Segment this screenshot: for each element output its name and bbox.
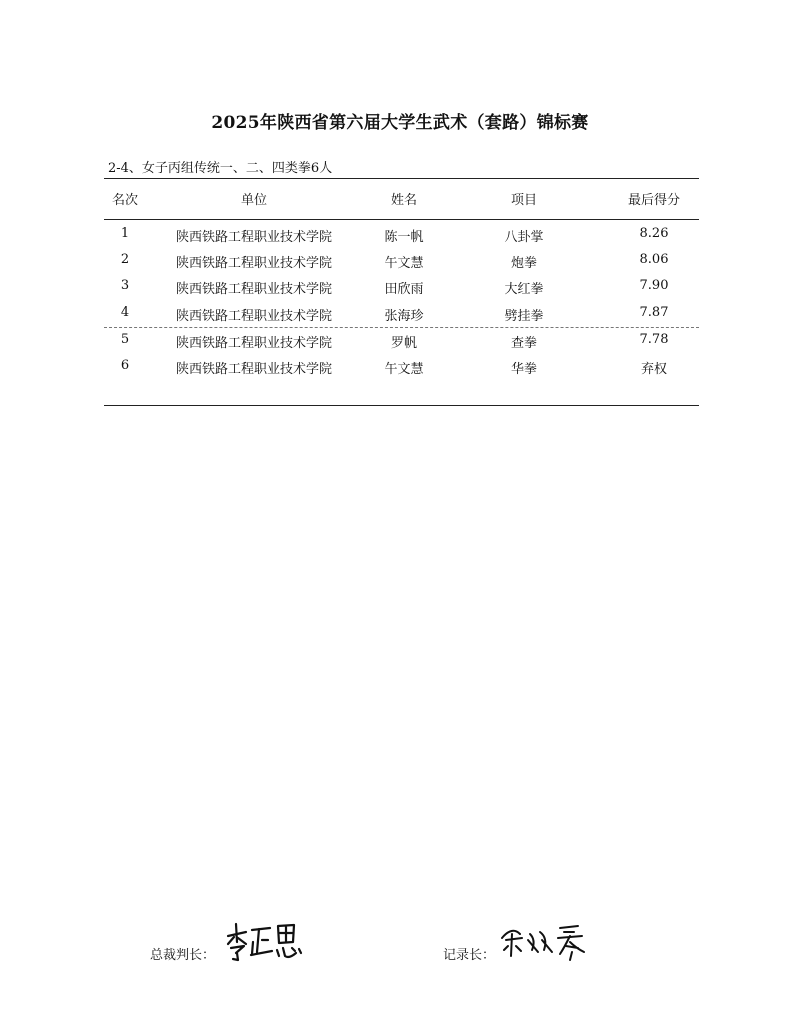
chief-judge-label: 总裁判长： (150, 948, 216, 963)
score-cell: 弃权 (640, 362, 667, 377)
event-cell: 华拳 (510, 362, 537, 377)
name-cell: 午文慧 (384, 256, 424, 271)
table-header-rule (104, 219, 699, 220)
unit-cell: 陕西铁路工程职业技术学院 (175, 230, 332, 245)
table-header (104, 189, 699, 215)
recorder-label: 记录长： (443, 948, 496, 963)
chief-judge-signature (222, 918, 304, 964)
table-row (104, 252, 699, 278)
event-cell: 大红拳 (504, 282, 544, 297)
event-cell: 劈挂拳 (504, 309, 544, 324)
qualification-cutoff-line (104, 327, 699, 328)
score-cell: 8.06 (639, 252, 669, 267)
event-cell: 查拳 (510, 336, 537, 351)
header-rank: 名次 (111, 193, 138, 208)
header-unit: 单位 (240, 193, 267, 208)
unit-cell: 陕西铁路工程职业技术学院 (175, 362, 332, 377)
score-cell: 7.87 (639, 305, 669, 320)
name-cell: 张海珍 (384, 309, 424, 324)
rank-cell: 3 (120, 278, 130, 293)
rank-cell: 1 (120, 226, 130, 241)
event-cell: 八卦掌 (504, 230, 544, 245)
score-cell: 8.26 (639, 226, 669, 241)
event-cell: 炮拳 (510, 256, 537, 271)
header-score: 最后得分 (627, 193, 680, 208)
rank-cell: 2 (120, 252, 130, 267)
name-cell: 田欣雨 (384, 282, 424, 297)
unit-cell: 陕西铁路工程职业技术学院 (175, 309, 332, 324)
group-heading: 2-4、女子丙组传统一、二、四类拳6人 (108, 161, 333, 176)
table-row (104, 332, 699, 358)
rank-cell: 5 (120, 332, 130, 347)
rank-cell: 4 (120, 305, 130, 320)
header-name: 姓名 (390, 193, 417, 208)
score-cell: 7.78 (639, 332, 669, 347)
unit-cell: 陕西铁路工程职业技术学院 (175, 336, 332, 351)
score-cell: 7.90 (639, 278, 669, 293)
rank-cell: 6 (120, 358, 130, 373)
table-row (104, 358, 699, 384)
table-top-rule (104, 178, 699, 179)
table-row (104, 278, 699, 304)
unit-cell: 陕西铁路工程职业技术学院 (175, 282, 332, 297)
unit-cell: 陕西铁路工程职业技术学院 (175, 256, 332, 271)
name-cell: 罗帆 (390, 336, 417, 351)
table-bottom-rule (104, 405, 699, 406)
recorder-signature (494, 918, 590, 964)
header-event: 项目 (510, 193, 537, 208)
page-title: 2025年陕西省第六届大学生武术（套路）锦标赛 (211, 113, 589, 133)
name-cell: 陈一帆 (384, 230, 424, 245)
name-cell: 午文慧 (384, 362, 424, 377)
table-row (104, 226, 699, 252)
